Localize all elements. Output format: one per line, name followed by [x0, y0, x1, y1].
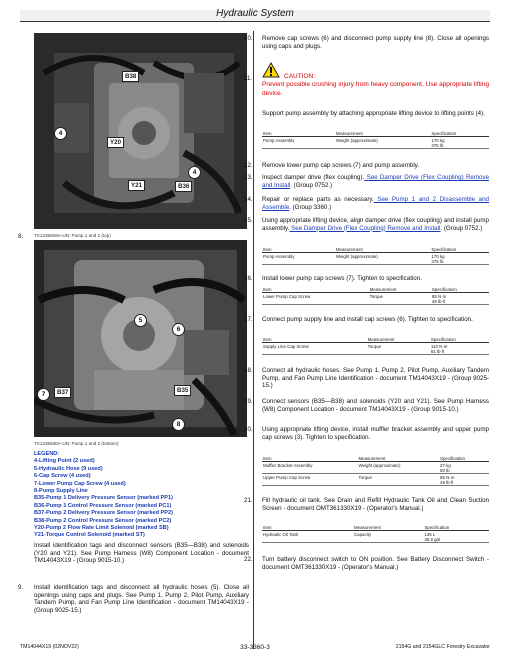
spec-imperial: 60 lb: [440, 467, 450, 473]
th-specification: Specification: [430, 246, 489, 253]
th-item: Item: [262, 336, 367, 343]
step-15-number: 15.: [244, 217, 253, 224]
legend: [34, 451, 249, 540]
step-14-post: . (Group 3360.): [289, 203, 332, 211]
td-measurement: Capacity: [353, 531, 423, 543]
label-y21: Y21: [128, 180, 145, 191]
footer-page-number: 33-3360-3: [240, 644, 270, 651]
th-specification: Specification: [431, 286, 489, 293]
th-measurement: Measurement: [335, 130, 431, 137]
step-15-text: [262, 217, 489, 232]
step-15-pre: Using appropriate lifting device, align damper drive (flex coupling) and install pump assembly.: [262, 217, 489, 232]
td-specification: [430, 253, 489, 265]
step-14-number: 14.: [244, 196, 253, 203]
pump-bottom-illustration: [34, 240, 247, 437]
step-16-number: 16.: [244, 275, 253, 282]
th-measurement: Measurement: [353, 524, 423, 531]
step-11-spec-table: [262, 130, 489, 149]
pump-disassemble-link[interactable]: See Pump 1 and 2 Disassemble and Assemble: [262, 196, 489, 211]
step-22-number: 22.: [244, 556, 253, 563]
td-item: Pump Assembly: [262, 253, 335, 265]
td-specification: [423, 531, 489, 543]
caution-word: CAUTION:: [284, 73, 316, 80]
callout-7: 7: [37, 388, 50, 401]
step-10-text: Remove cap screws (6) and disconnect pump supply line (8). Close all openings using caps and plugs.: [262, 35, 489, 50]
legend-item: 5-Hydraulic Hose (9 used): [34, 465, 103, 472]
spec-metric: 170 kg: [431, 253, 445, 259]
spec-imperial: 48 lb·ft: [440, 479, 454, 485]
step-20-text: Using appropriate lifting device, install muffler bracket assembly and upper pump cap screws (3). Tighten to specification.: [262, 426, 489, 441]
label-b35: B35: [174, 385, 191, 396]
step-12-text: Remove lower pump cap screws (7) and pump assembly.: [262, 162, 420, 169]
label-b36: B36: [175, 181, 192, 192]
td-measurement: Torque: [358, 474, 440, 486]
td-measurement: Torque: [369, 293, 431, 305]
step-8-number: 8.: [18, 233, 24, 240]
spec-metric: 110 N·m: [430, 343, 448, 349]
td-measurement: Weight (approximate): [358, 462, 440, 474]
spec-metric: 85 N·m: [440, 474, 455, 480]
td-measurement: Torque: [367, 343, 430, 355]
td-measurement: Weight (approximate): [335, 137, 431, 149]
td-item: Muffler Bracket Assembly: [262, 462, 358, 474]
th-measurement: Measurement: [358, 455, 440, 462]
step-19-text: Connect sensors (B35—B38) and solenoids (Y20 and Y21). See Pump Harness (W8) Component Location - document TM14043X19 - (Group 9015-10.): [262, 398, 489, 413]
step-10-number: 10.: [244, 35, 253, 42]
legend-item: 6-Cap Screw (4 used): [34, 473, 91, 480]
step-11-number: 11.: [244, 75, 253, 82]
legend-item: 4-Lifting Point (2 used): [34, 458, 95, 465]
column-divider: [253, 31, 254, 649]
legend-item: 7-Lower Pump Cap Screw (4 used): [34, 480, 126, 487]
th-specification: Specification: [439, 455, 489, 462]
footer-doc-id: TM14044X19 (02NOV22): [20, 644, 79, 650]
footer-machine-name: 2154G and 2154GLC Forestry Excavator: [395, 644, 490, 650]
step-8-text: Install identification tags and disconnect sensors (B35—B38) and solenoids (Y20 and Y21). See Pump Harness (W8) Component Location - document TM14043X19 - (Group 9015-10.): [34, 542, 249, 565]
spec-imperial: 375 lb: [431, 258, 444, 264]
step-19-number: 19.: [244, 398, 253, 405]
legend-item: Y20-Pump 2 Flow Rate Limit Solenoid (marked SB): [34, 525, 169, 532]
step-18-text: Connect all hydraulic hoses. See Pump 1, Pump 2, Pilot Pump, Auxiliary Tandem Pump, and Fan Pump Line Identification - document TM14043X19 - (Group 9025-15.): [262, 367, 489, 390]
caution-text: Prevent possible crushing injury from heavy component. Use appropriate lifting device.: [262, 81, 489, 97]
td-specification: [430, 343, 489, 355]
step-21-spec-table: [262, 524, 489, 543]
photo1-caption: TX1235828A-UN: Pump 1 and 2 (top): [34, 233, 111, 238]
step-13-text: [262, 174, 489, 189]
step-14-text: [262, 196, 489, 211]
step-12-number: 12.: [244, 162, 253, 169]
step-16-text: Install lower pump cap screws (7). Tighten to specification.: [262, 275, 422, 282]
td-item: Pump Assembly: [262, 137, 335, 149]
td-item: Upper Pump Cap Screw: [262, 474, 358, 486]
spec-imperial: 35.9 gal: [424, 536, 440, 542]
legend-item: B36-Pump 1 Control Pressure Sensor (marked PC1): [34, 502, 172, 509]
step-15-post: . (Group 0752.): [440, 224, 483, 232]
th-item: Item: [262, 130, 335, 137]
legend-title: LEGEND:: [34, 451, 60, 457]
th-specification: Specification: [423, 524, 489, 531]
step-9-number: 9.: [18, 584, 24, 591]
th-item: Item: [262, 246, 335, 253]
th-measurement: Measurement: [369, 286, 431, 293]
step-16-spec-table: [262, 286, 489, 305]
td-item: Lower Pump Cap Screw: [262, 293, 369, 305]
step-17-spec-table: [262, 336, 489, 355]
th-item: Item: [262, 524, 353, 531]
th-specification: Specification: [430, 130, 489, 137]
label-b38: B38: [122, 71, 139, 82]
photo2-caption: TX1235830A-UN: Pump 1 and 2 (bottom): [34, 441, 119, 446]
step-20-spec-table: [262, 455, 489, 486]
td-item: Hydraulic Oil Tank: [262, 531, 353, 543]
spec-imperial: 81 lb·ft: [430, 348, 445, 354]
legend-item: B38-Pump 2 Control Pressure Sensor (marked PC2): [34, 517, 172, 524]
spec-metric: 135 L: [424, 531, 436, 537]
caution-warning-icon: [262, 62, 280, 78]
step-15-spec-table: [262, 246, 489, 265]
legend-item: B35-Pump 1 Delivery Pressure Sensor (marked PP1): [34, 495, 173, 502]
pump-top-photo: [34, 33, 247, 229]
legend-item: 8-Pump Supply Line: [34, 488, 88, 495]
damper-drive-link-2[interactable]: See Damper Drive (Flex Coupling) Remove and Install: [289, 224, 441, 232]
td-item: Supply Line Cap Screw: [262, 343, 367, 355]
spec-imperial: 48 lb·ft: [431, 298, 446, 304]
step-18-number: 18.: [244, 367, 253, 374]
td-measurement: Weight (approximate): [335, 253, 431, 265]
step-20-number: 20.: [244, 426, 253, 433]
step-21-text: Fill hydraulic oil tank. See Drain and Refill Hydraulic Tank Oil and Clean Suction Screen - document OMT361330X19 - (Operator's Manual.): [262, 497, 489, 512]
step-17-text: Connect pump supply line and install cap screws (6). Tighten to specification.: [262, 316, 473, 323]
td-specification: [430, 137, 489, 149]
spec-metric: 170 kg: [431, 137, 445, 143]
spec-metric: 27 kg: [440, 462, 451, 468]
damper-drive-link[interactable]: See Damper Drive (Flex Coupling) Remove and Install: [262, 174, 490, 189]
td-specification: [439, 462, 489, 474]
step-14-pre: Repair or replace parts as necessary.: [262, 196, 374, 203]
legend-item: B37-Pump 2 Delivery Pressure Sensor (marked PP2): [34, 510, 173, 517]
pump-bottom-photo: [34, 240, 247, 437]
label-y20: Y20: [107, 137, 124, 148]
td-specification: [431, 293, 489, 305]
th-item: Item: [262, 286, 369, 293]
legend-item: Y21-Torque Control Solenoid (marked ST): [34, 532, 145, 539]
step-13-pre: Inspect damper drive (flex coupling).: [262, 174, 365, 181]
th-measurement: Measurement: [335, 246, 431, 253]
label-b37: B37: [54, 387, 71, 398]
step-13-post: . (Group 0752.): [290, 181, 333, 189]
step-9-text: Install identification tags and disconnect all hydraulic hoses (5). Close all openings using caps and plugs. See Pump 1, Pump 2, Pilot Pump, Auxiliary Tandem Pump, and Fan Pump Line Identification - document TM14043X19 - (Group 9025-15.): [34, 584, 249, 615]
th-measurement: Measurement: [367, 336, 430, 343]
td-specification: [439, 474, 489, 486]
callout-4-right: 4: [188, 166, 201, 179]
step-21-number: 21.: [244, 497, 253, 504]
th-specification: Specification: [430, 336, 489, 343]
callout-5: 5: [134, 314, 147, 327]
page-header-title: Hydraulic System: [216, 8, 294, 19]
spec-metric: 85 N·m: [431, 293, 447, 299]
step-13-number: 13.: [244, 174, 253, 181]
spec-imperial: 375 lb: [431, 142, 444, 148]
step-22-text: Turn battery disconnect switch to ON position. See Battery Disconnect Switch - document OMT361330X19 - (Operator's Manual.): [262, 556, 489, 571]
step-17-number: 17.: [244, 316, 253, 323]
th-item: Item: [262, 455, 358, 462]
callout-4-left: 4: [54, 127, 67, 140]
step-11-text: Support pump assembly by attaching appropriate lifting device to lifting points (4).: [262, 110, 485, 117]
callout-8: 8: [172, 418, 185, 431]
callout-6: 6: [172, 323, 185, 336]
